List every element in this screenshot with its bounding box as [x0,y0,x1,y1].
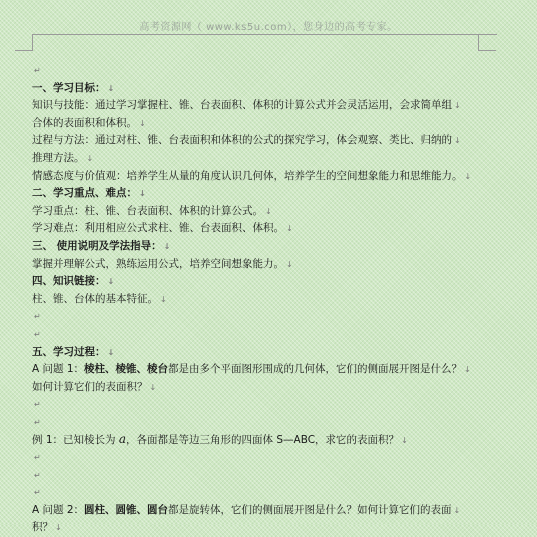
line-text: 知识与技能：通过学习掌握柱、锥、台表面积、体积的计算公式并会灵活运用，会求简单组 [32,99,452,112]
paragraph-mark: ↓ [55,523,62,533]
line-text: 推理方法。 [32,151,85,164]
margin-corner-left-h [15,50,33,51]
paragraph-mark: ↓ [107,83,115,93]
paragraph-mark: ↵ [34,312,41,322]
document-line [32,97,484,115]
line-text: 如何计算它们的表面积？ [32,380,148,393]
document-line [32,467,484,485]
line-text: 掌握并理解公式，熟练运用公式，培养空间想象能力。 [32,257,284,270]
document-line [32,484,484,502]
margin-corner-right-h [478,50,496,51]
bold-term: 圆柱、圆锥、圆台 [84,503,169,516]
bold-term: 棱柱、棱锥、棱台 [84,363,169,376]
paragraph-mark: ↓ [464,365,471,375]
document-line [32,431,484,449]
page-header: 高考资源网（ www.ks5u.com），您身边的高考专家。 [139,22,398,33]
paragraph-mark: ↓ [163,241,171,251]
section-heading [32,80,484,98]
heading-text: 二、学习重点、难点： [32,187,137,200]
document-line [32,132,484,150]
heading-text: 五、学习过程： [32,345,106,358]
document-body[interactable] [32,62,484,537]
document-line [32,361,484,379]
paragraph-mark: ↓ [464,171,472,181]
line-text: 都是由多个平面图形围成的几何体，它们的侧面展开图是什么？ [168,363,463,376]
section-heading [32,273,484,291]
paragraph-mark: ↵ [34,66,41,75]
line-text: 情感态度与价值观：培养学生从量的角度认识几何体，培养学生的空间想象能力和思维能力。 [32,169,463,182]
question-label: A 问题 2： [32,503,85,516]
section-heading [32,238,484,256]
margin-corner-right [478,34,479,50]
paragraph-mark: ↓ [149,382,157,392]
paragraph-mark: ↓ [286,224,293,234]
paragraph-mark: ↓ [160,294,167,304]
paragraph-mark: ↓ [86,153,94,163]
paragraph-mark: ↵ [34,417,41,427]
document-line [32,449,484,467]
line-text: 过程与方法：通过对柱、锥、台表面积和体积的公式的探究学习，体会观察、类比、归纳的 [32,134,452,147]
heading-text: 一、学习目标： [32,81,106,94]
document-line [32,291,484,309]
question-label: A 问题 1： [32,363,85,376]
line-text: ，各面都是等边三角形的四面体 S—ABC，求它的表面积？ [126,434,400,447]
line-text: 积？ [32,521,53,534]
document-line [32,308,484,326]
header-rule [32,34,497,35]
paragraph-mark: ↵ [34,400,41,410]
paragraph-mark: ↓ [401,436,408,446]
paragraph-mark: ↓ [454,101,461,111]
paragraph-mark: ↓ [265,206,272,216]
document-line [32,502,484,520]
document-line [32,203,484,221]
line-text: 合体的表面积和体积。 [32,116,137,129]
line-text: 学习重点：柱、锥、台表面积、体积的计算公式。 [32,204,263,217]
paragraph-mark: ↵ [34,453,41,463]
document-line [32,220,484,238]
line-text: 柱、锥、台体的基本特征。 [32,292,158,305]
document-line [32,150,484,168]
paragraph-mark: ↵ [34,470,41,480]
paragraph-mark: ↓ [139,189,146,199]
document-line [32,379,484,397]
paragraph-mark: ↓ [454,136,461,146]
section-heading [32,344,484,362]
document-line [32,256,484,274]
paragraph-mark: ↓ [286,259,293,269]
heading-text: 三、 使用说明及学法指导： [32,239,162,252]
line-text: 学习难点：利用相应公式求柱、锥、台表面积、体积。 [32,222,284,235]
heading-text: 四、知识链接： [32,275,106,288]
paragraph-mark: ↓ [107,347,115,357]
math-variable: a [118,432,127,447]
paragraph-mark: ↵ [34,329,41,339]
paragraph-mark: ↵ [34,488,41,498]
paragraph-mark: ↓ [107,277,115,287]
line-text: 例 1：已知棱长为 [32,434,119,447]
paragraph-mark: ↓ [139,118,146,128]
document-line [32,396,484,414]
document-line [32,414,484,432]
paragraph-mark: ↓ [453,505,461,515]
margin-corner-left [32,34,33,50]
line-text: 都是旋转体，它们的侧面展开图是什么？如何计算它们的表面 [168,503,452,516]
document-line [32,168,484,186]
document-line [32,115,484,133]
document-line [32,326,484,344]
section-heading [32,185,484,203]
document-line [32,519,484,537]
document-line [32,62,484,80]
